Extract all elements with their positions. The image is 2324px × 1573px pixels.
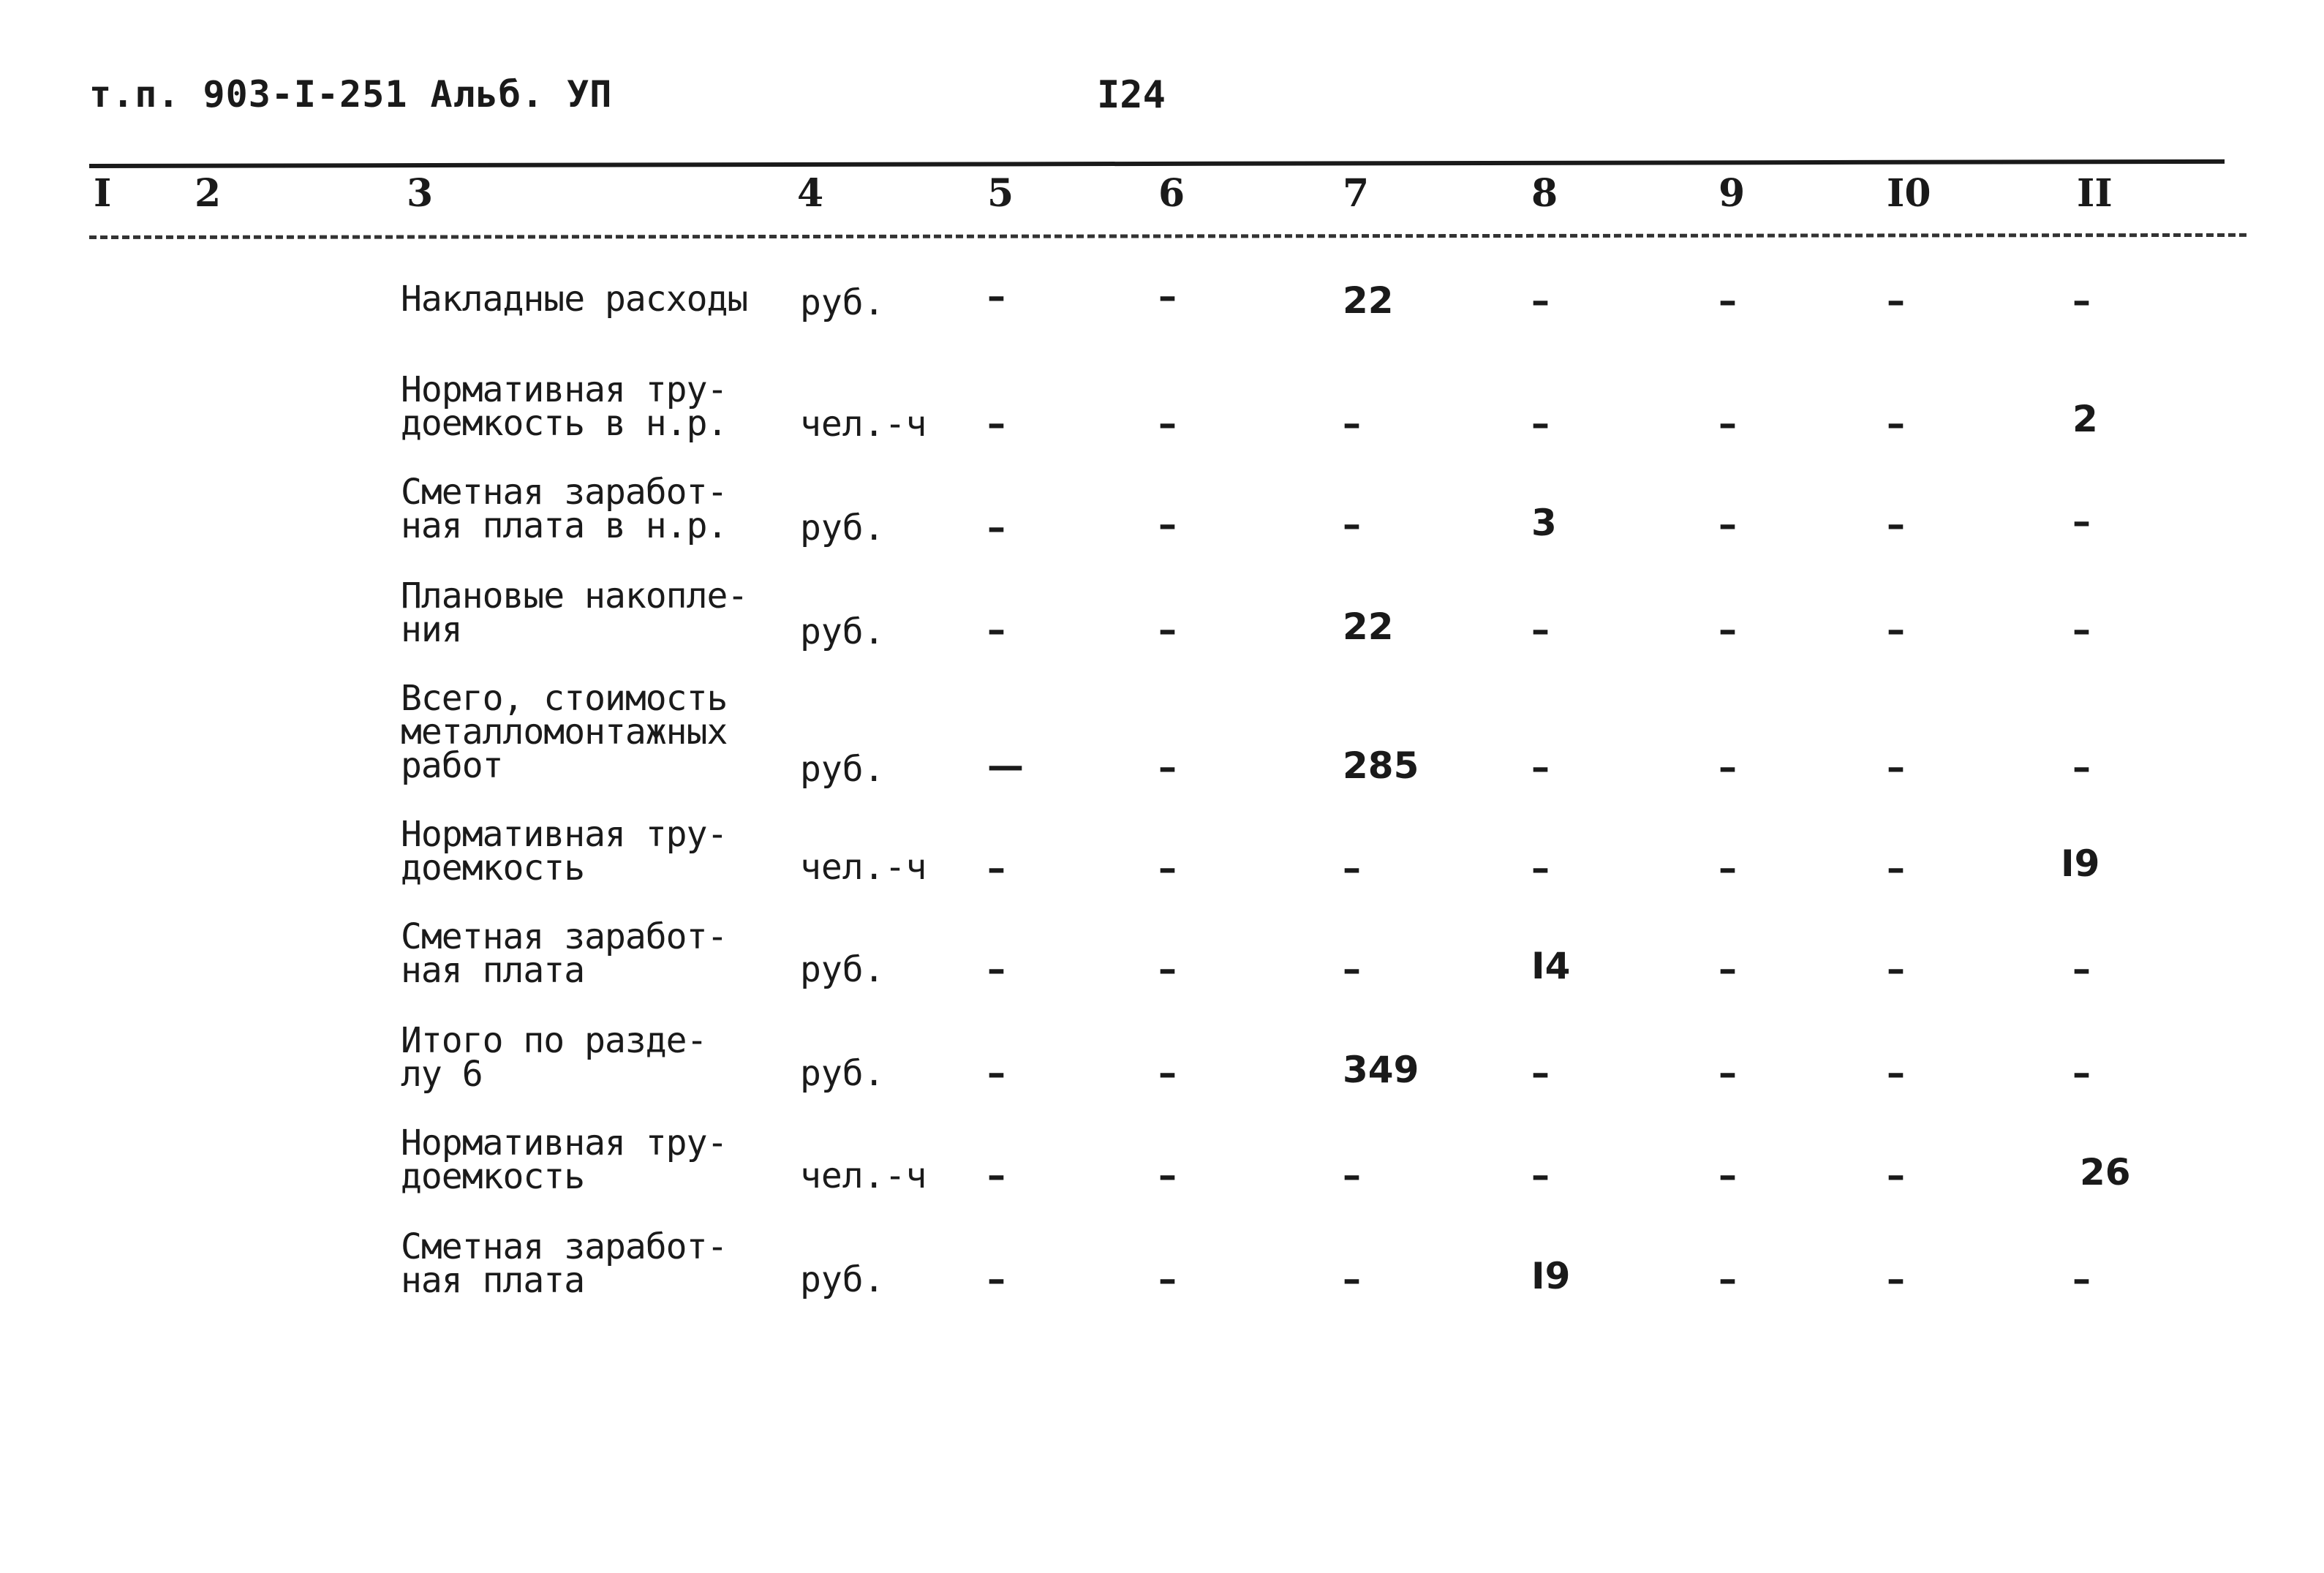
- column-header-5: 5: [987, 171, 1014, 216]
- cell-col-7: –: [1343, 1258, 1361, 1300]
- cell-col-9: –: [1719, 746, 1737, 788]
- cell-col-8: –: [1531, 279, 1550, 322]
- cell-col-7: 22: [1343, 606, 1394, 648]
- row-unit: руб.: [800, 508, 885, 548]
- cell-col-8: I4: [1531, 945, 1571, 987]
- cell-col-6: –: [1158, 847, 1177, 889]
- row-name: Накладные расходы: [401, 279, 748, 320]
- row-name: Нормативная тру- доемкость в н.р.: [401, 369, 728, 444]
- table-row: [0, 271, 2324, 373]
- column-header-1: I: [94, 171, 112, 216]
- table-row: [0, 678, 2324, 818]
- cell-col-6: –: [1158, 608, 1177, 651]
- column-header-10: I0: [1887, 171, 1931, 216]
- cell-col-5: –: [987, 1052, 1006, 1094]
- cell-col-11: I9: [2061, 842, 2100, 885]
- cell-col-10: –: [1887, 402, 1905, 445]
- row-name: Сметная заработ- ная плата в н.р.: [401, 472, 728, 546]
- cell-col-10: –: [1887, 847, 1905, 889]
- cell-col-9: –: [1719, 1052, 1737, 1094]
- cell-col-9: –: [1719, 1258, 1737, 1300]
- row-unit: чел.-ч: [800, 1155, 927, 1196]
- row-unit: руб.: [800, 749, 885, 790]
- row-unit: руб.: [800, 949, 885, 990]
- column-header-11: II: [2077, 171, 2113, 216]
- cell-col-8: –: [1531, 1052, 1550, 1094]
- row-unit: руб.: [800, 611, 885, 652]
- cell-col-5: –: [987, 948, 1006, 990]
- column-header-4: 4: [797, 171, 824, 216]
- table-top-rule: [89, 159, 2225, 168]
- cell-col-11: –: [2072, 500, 2091, 543]
- column-header-6: 6: [1158, 171, 1185, 216]
- row-unit: руб.: [800, 1053, 885, 1094]
- cell-col-6: –: [1158, 1052, 1177, 1094]
- table-row: [0, 1123, 2324, 1230]
- cell-col-8: –: [1531, 847, 1550, 889]
- cell-col-9: –: [1719, 847, 1737, 889]
- cell-col-11: –: [2072, 279, 2091, 322]
- cell-col-9: –: [1719, 402, 1737, 445]
- cell-col-10: –: [1887, 746, 1905, 788]
- cell-col-10: –: [1887, 608, 1905, 651]
- cell-col-5: —: [987, 744, 1024, 787]
- row-name: Плановые накопле- ния: [401, 576, 748, 650]
- cell-col-5: –: [987, 402, 1006, 445]
- cell-col-11: 2: [2072, 398, 2098, 440]
- cell-col-6: –: [1158, 746, 1177, 788]
- cell-col-7: –: [1343, 948, 1361, 990]
- table-row: [0, 1226, 2324, 1332]
- cell-col-8: –: [1531, 1154, 1550, 1196]
- table-row: [0, 576, 2324, 682]
- cell-col-9: –: [1719, 503, 1737, 546]
- table-header-rule: [89, 233, 2246, 239]
- column-header-9: 9: [1719, 171, 1746, 216]
- table-row: [0, 369, 2324, 475]
- row-name: Сметная заработ- ная плата: [401, 916, 728, 991]
- cell-col-10: –: [1887, 1258, 1905, 1300]
- cell-col-5: –: [987, 1258, 1006, 1300]
- cell-col-5: –: [987, 1154, 1006, 1196]
- cell-col-10: –: [1887, 1154, 1905, 1196]
- row-name: Нормативная тру- доемкость: [401, 1123, 728, 1197]
- row-unit: чел.-ч: [800, 404, 927, 445]
- cell-col-7: 349: [1343, 1049, 1419, 1091]
- cell-col-6: –: [1158, 1154, 1177, 1196]
- document-reference: т.п. 903-I-251 Альб. УП: [89, 73, 613, 116]
- cell-col-10: –: [1887, 279, 1905, 322]
- cell-col-6: –: [1158, 948, 1177, 990]
- cell-col-7: –: [1343, 402, 1361, 445]
- cell-col-8: –: [1531, 746, 1550, 788]
- cell-col-11: –: [2072, 1258, 2091, 1300]
- cell-col-9: –: [1719, 1154, 1737, 1196]
- column-header-7: 7: [1343, 171, 1370, 216]
- column-header-3: 3: [407, 171, 434, 216]
- table-row: [0, 472, 2324, 579]
- cell-col-6: –: [1158, 275, 1177, 317]
- page-header: [89, 73, 2246, 132]
- column-header-row: [0, 171, 2324, 230]
- table-row: [0, 916, 2324, 1024]
- row-unit: чел.-ч: [800, 847, 927, 888]
- cell-col-7: 285: [1343, 744, 1419, 787]
- cell-col-6: –: [1158, 402, 1177, 445]
- cell-col-10: –: [1887, 503, 1905, 546]
- cell-col-9: –: [1719, 279, 1737, 322]
- cell-col-9: –: [1719, 608, 1737, 651]
- cell-col-11: –: [2072, 608, 2091, 651]
- column-header-2: 2: [195, 171, 222, 216]
- table-row: [0, 1020, 2324, 1126]
- table-body: [0, 271, 2324, 1332]
- cell-col-5: –: [987, 275, 1006, 317]
- cell-col-8: –: [1531, 402, 1550, 445]
- row-unit: руб.: [800, 1259, 885, 1300]
- cell-col-7: 22: [1343, 279, 1394, 322]
- cell-col-7: –: [1343, 503, 1361, 546]
- row-name: Всего, стоимость металломонтажных работ: [401, 678, 728, 786]
- row-name: Сметная заработ- ная плата: [401, 1226, 728, 1301]
- cell-col-11: –: [2072, 948, 2091, 990]
- cell-col-10: –: [1887, 948, 1905, 990]
- cell-col-8: –: [1531, 608, 1550, 651]
- cell-col-10: –: [1887, 1052, 1905, 1094]
- cell-col-7: –: [1343, 1154, 1361, 1196]
- table-row: [0, 814, 2324, 920]
- row-unit: руб.: [800, 282, 885, 323]
- page-number: I24: [1097, 73, 1166, 117]
- cell-col-11: 26: [2080, 1151, 2131, 1193]
- cell-col-6: –: [1158, 503, 1177, 546]
- cell-col-11: –: [2072, 746, 2091, 788]
- row-name: Нормативная тру- доемкость: [401, 814, 728, 889]
- cell-col-9: –: [1719, 948, 1737, 990]
- cell-col-11: –: [2072, 1052, 2091, 1094]
- cell-col-6: –: [1158, 1258, 1177, 1300]
- cell-col-8: 3: [1531, 502, 1557, 544]
- cell-col-5: –: [987, 847, 1006, 889]
- column-header-8: 8: [1531, 171, 1558, 216]
- row-name: Итого по разде- лу 6: [401, 1020, 707, 1095]
- cell-col-7: –: [1343, 847, 1361, 889]
- cell-col-5: –: [987, 608, 1006, 651]
- cell-col-5: –: [987, 506, 1006, 548]
- cell-col-8: I9: [1531, 1255, 1571, 1297]
